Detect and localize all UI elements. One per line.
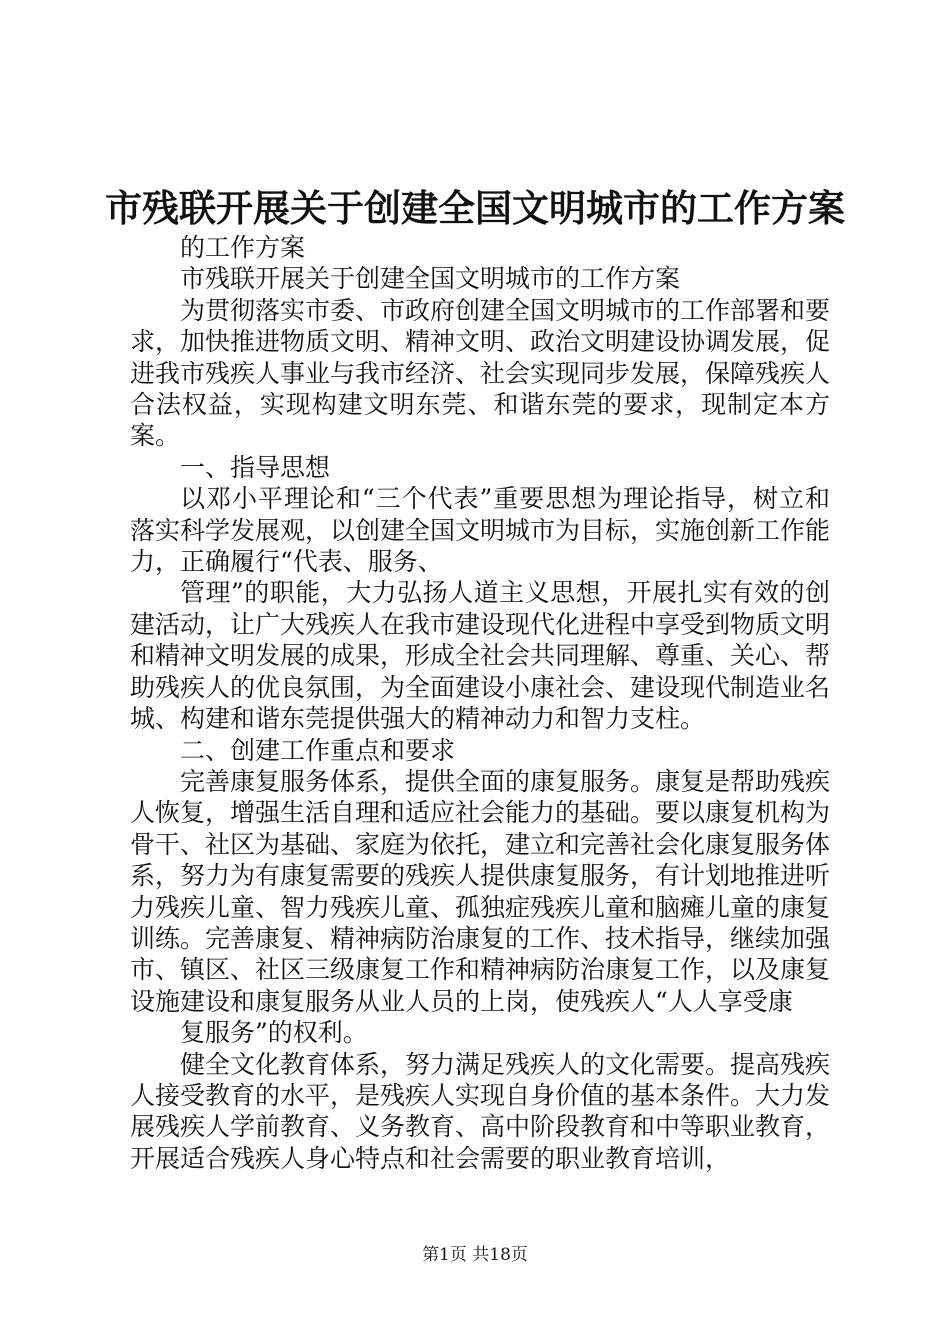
page-footer: 第1页 共18页: [422, 1245, 528, 1265]
paragraph: 市残联开展关于创建全国文明城市的工作方案: [180, 264, 681, 294]
paragraph: 管理”的职能，大力弘扬人道主义思想，开展扎实有效的创建活动，让广大残疾人在我市建设现代化进程中享受到物质文明和精神文明发展的成果，形成全社会共同理解、尊重、关心、帮助残疾人的优良氛围，为全面建设小康社会、建设现代制造业名城、构建和谐东莞提供强大的精神动力和智力支柱。: [130, 578, 831, 734]
document-title: 市残联开展关于创建全国文明城市的工作方案: [105, 187, 845, 230]
paragraph: 健全文化教育体系，努力满足残疾人的文化需要。提高残疾人接受教育的水平，是残疾人实现自身价值的基本条件。大力发展残疾人学前教育、义务教育、高中阶段教育和中等职业教育，开展适合残疾人身心特点和社会需要的职业教育培训，: [130, 1049, 831, 1173]
paragraph: 为贯彻落实市委、市政府创建全国文明城市的工作部署和要求，加快推进物质文明、精神文明、政治文明建设协调发展，促进我市残疾人事业与我市经济、社会实现同步发展，保障残疾人合法权益，实现构建文明东莞、和谐东莞的要求，现制定本方案。: [130, 295, 831, 451]
paragraph: 的工作方案: [180, 233, 306, 262]
section-heading: 二、创建工作重点和要求: [180, 735, 456, 765]
paragraph: 以邓小平理论和“三个代表”重要思想为理论指导，树立和落实科学发展观，以创建全国文明城市为目标，实施创新工作能力，正确履行“代表、服务、: [130, 484, 831, 577]
paragraph: 完善康复服务体系，提供全面的康复服务。康复是帮助残疾人恢复，增强生活自理和适应社会能力的基础。要以康复机构为骨干、社区为基础、家庭为依托，建立和完善社会化康复服务体系，努力为有康复需要的残疾人提供康复服务，有计划地推进听力残疾儿童、智力残疾儿童、孤独症残疾儿童和脑瘫儿童的康复训练。完善康复、精神病防治康复的工作、技术指导，继续加强市、镇区、社区三级康复工作和精神病防治康复工作，以及康复设施建设和康复服务从业人员的上岗，使残疾人“人人享受康: [130, 766, 831, 1016]
section-heading: 一、指导思想: [180, 452, 331, 482]
document-body: [130, 232, 830, 1174]
paragraph: 复服务”的权利。: [180, 1018, 368, 1048]
